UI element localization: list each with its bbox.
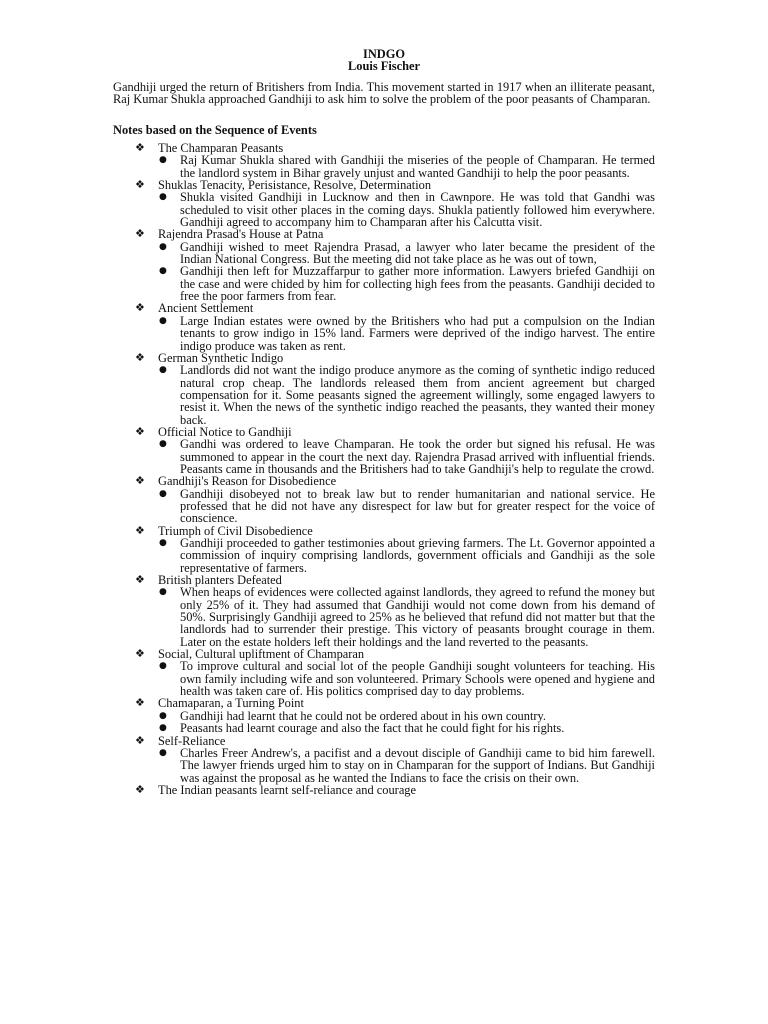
event-points <box>135 710 655 735</box>
diamond-bullet-icon: ❖ <box>135 696 145 710</box>
event-points <box>135 747 655 784</box>
dot-bullet-icon: ● <box>159 266 167 277</box>
event-heading-text: Self-Reliance <box>158 733 226 748</box>
document-title: INDGO <box>363 47 405 61</box>
event-points <box>135 241 655 303</box>
event-point-text: Gandhi was ordered to leave Champaran. He took the order but signed his refusal. He was summoned to appear in the court the next day. Rajendra Prasad arrived with influential friends. Peasants came in thousands and the Britishers had to take Gandhiji's help to regulate the crowd. <box>180 437 655 476</box>
diamond-bullet-icon: ❖ <box>135 424 145 438</box>
event-item <box>135 784 655 796</box>
dot-bullet-icon: ● <box>159 439 167 450</box>
event-item <box>135 735 655 784</box>
diamond-bullet-icon: ❖ <box>135 523 145 537</box>
event-item <box>135 179 655 228</box>
intro-paragraph: Gandhiji urged the return of Britishers from India. This movement started in 1917 when an illiterate peasant, Raj Kumar Shukla approached Gandhiji to ask him to solve the problem of the poor peasants of Champaran. <box>113 80 655 107</box>
event-point-text: Charles Freer Andrew's, a pacifist and a devout disciple of Gandhiji came to bid him farewell. The lawyer friends urged him to stay on in Champaran for the support of Indians. But Gandhiji was against the proposal as he wanted the Indians to face the crisis on their own. <box>180 745 655 785</box>
notes-heading: Notes based on the Sequence of Events <box>113 123 317 137</box>
event-point <box>135 154 655 179</box>
diamond-bullet-icon: ❖ <box>135 178 145 192</box>
events-list <box>135 142 655 796</box>
event-points <box>135 537 655 574</box>
event-point-text: Gandhiji wished to meet Rajendra Prasad, a lawyer who later became the president of the Indian National Congress. But the meeting did not take place as he was out of town, <box>180 239 655 267</box>
diamond-bullet-icon: ❖ <box>135 733 145 747</box>
event-item <box>135 142 655 179</box>
event-point <box>135 537 655 574</box>
event-point <box>135 315 655 352</box>
event-point-text: Raj Kumar Shukla shared with Gandhiji the miseries of the people of Champaran. He termed the landlord system in Bihar gravely unjust and wanted Gandhiji to help the poor peasants. <box>180 153 655 180</box>
event-item <box>135 475 655 524</box>
dot-bullet-icon: ● <box>159 192 167 203</box>
event-point-text: Large Indian estates were owned by the Britishers who had put a compulsion on the Indian tenants to grow indigo in 15% land. Farmers were deprived of the indigo harvest. The entire indigo produce was taken as rent. <box>180 313 655 353</box>
event-points <box>135 315 655 352</box>
event-point <box>135 586 655 648</box>
diamond-bullet-icon: ❖ <box>135 350 145 364</box>
event-point <box>135 241 655 266</box>
event-heading-text: Gandhiji's Reason for Disobedience <box>158 474 337 489</box>
event-heading-text: Rajendra Prasad's House at Patna <box>158 227 324 242</box>
diamond-bullet-icon: ❖ <box>135 301 145 315</box>
diamond-bullet-icon: ❖ <box>135 647 145 661</box>
event-points <box>135 438 655 475</box>
event-heading-text: Triumph of Civil Disobedience <box>158 523 313 538</box>
event-item <box>135 648 655 697</box>
dot-bullet-icon: ● <box>159 723 167 734</box>
diamond-bullet-icon: ❖ <box>135 474 145 488</box>
event-heading-text: Social, Cultural upliftment of Champaran <box>158 647 365 662</box>
event-heading <box>135 784 655 796</box>
dot-bullet-icon: ● <box>159 315 167 326</box>
dot-bullet-icon: ● <box>159 747 167 758</box>
diamond-bullet-icon: ❖ <box>135 141 145 154</box>
dot-bullet-icon: ● <box>159 155 167 166</box>
event-point-text: Gandhiji had learnt that he could not be ordered about in his own country. <box>180 708 547 723</box>
diamond-bullet-icon: ❖ <box>135 573 145 587</box>
event-heading-text: The Champaran Peasants <box>158 141 284 155</box>
event-point-text: Landlords did not want the indigo produce anymore as the coming of synthetic indigo reduced natural crop cheap. The landlords released them from ancient agreement but charged compensation for it. Some peasants signed the agreement willingly, some engaged lawyers to resist it. When the news of the synthetic indigo reached the peasants, they wanted their money back. <box>180 363 655 427</box>
diamond-bullet-icon: ❖ <box>135 227 145 241</box>
event-points <box>135 154 655 179</box>
event-item <box>135 352 655 426</box>
event-point-text: Shukla visited Gandhiji in Lucknow and then in Cawnpore. He was told that Gandhi was scheduled to visit other places in the coming days. Shukla patiently followed him everywhere. Gandhiji agreed to accompany him to Champaran after his Calcutta visit. <box>180 190 655 230</box>
dot-bullet-icon: ● <box>159 241 167 252</box>
dot-bullet-icon: ● <box>159 661 167 672</box>
dot-bullet-icon: ● <box>159 365 167 376</box>
event-point <box>135 488 655 525</box>
dot-bullet-icon: ● <box>159 538 167 548</box>
event-point <box>135 191 655 228</box>
event-point-text: Gandhiji disobeyed not to break law but to render humanitarian and national service. He professed that he did not have any disrespect for law but for greater respect for the voice of conscience. <box>180 486 655 526</box>
event-item <box>135 426 655 475</box>
event-heading-text: Ancient Settlement <box>158 301 254 316</box>
event-points <box>135 586 655 648</box>
event-point-text: To improve cultural and social lot of the people Gandhiji sought volunteers for teaching. His own family including wife and son volunteered. Primary Schools were opened and hygiene and health was taken care of. His politics comprised day to day problems. <box>180 659 655 699</box>
diamond-bullet-icon: ❖ <box>135 782 145 796</box>
event-point-text: Gandhiji then left for Muzzaffarpur to gather more information. Lawyers briefed Gandhiji on the case and were chided by him for collecting high fees from the peasants. Gandhiji decided to free the poor farmers from fear. <box>180 264 655 304</box>
event-heading-text: German Synthetic Indigo <box>158 350 284 365</box>
event-points <box>135 364 655 426</box>
event-point <box>135 660 655 697</box>
event-point <box>135 364 655 426</box>
event-point-text: When heaps of evidences were collected against landlords, they agreed to refund the money but only 25% of it. They had assumed that Gandhiji would not come down from his demand of 50%. Surprisingly Gandhiji agreed to 25% as he believed that refund did not matter but that the landlords had to surrender their prestige. This victory of peasants brought courage in them. Later on the estate holders left their holdings and the land reverted to the peasants. <box>180 585 655 649</box>
event-points <box>135 488 655 525</box>
event-heading-text: The Indian peasants learnt self-reliance and courage <box>158 782 417 797</box>
event-item <box>135 697 655 734</box>
event-item <box>135 525 655 574</box>
event-point <box>135 438 655 475</box>
event-heading-text: British planters Defeated <box>158 573 282 588</box>
event-point-text: Peasants had learnt courage and also the fact that he could fight for his rights. <box>180 721 565 736</box>
dot-bullet-icon: ● <box>159 710 167 721</box>
event-item <box>135 302 655 351</box>
event-heading-text: Shuklas Tenacity, Perisistance, Resolve, Determination <box>158 178 432 193</box>
document-author: Louis Fischer <box>348 59 420 73</box>
event-point <box>135 747 655 784</box>
dot-bullet-icon: ● <box>159 587 167 598</box>
event-points <box>135 191 655 228</box>
event-item <box>135 228 655 302</box>
event-points <box>135 660 655 697</box>
dot-bullet-icon: ● <box>159 488 167 499</box>
event-heading-text: Chamaparan, a Turning Point <box>158 696 304 711</box>
event-item <box>135 574 655 648</box>
event-point-text: Gandhiji proceeded to gather testimonies about grieving farmers. The Lt. Governor appointed a commission of inquiry comprising landlords, government officials and Gandhiji as the sole representative of farmers. <box>180 536 655 575</box>
event-point <box>135 265 655 302</box>
event-heading-text: Official Notice to Gandhiji <box>158 424 292 439</box>
